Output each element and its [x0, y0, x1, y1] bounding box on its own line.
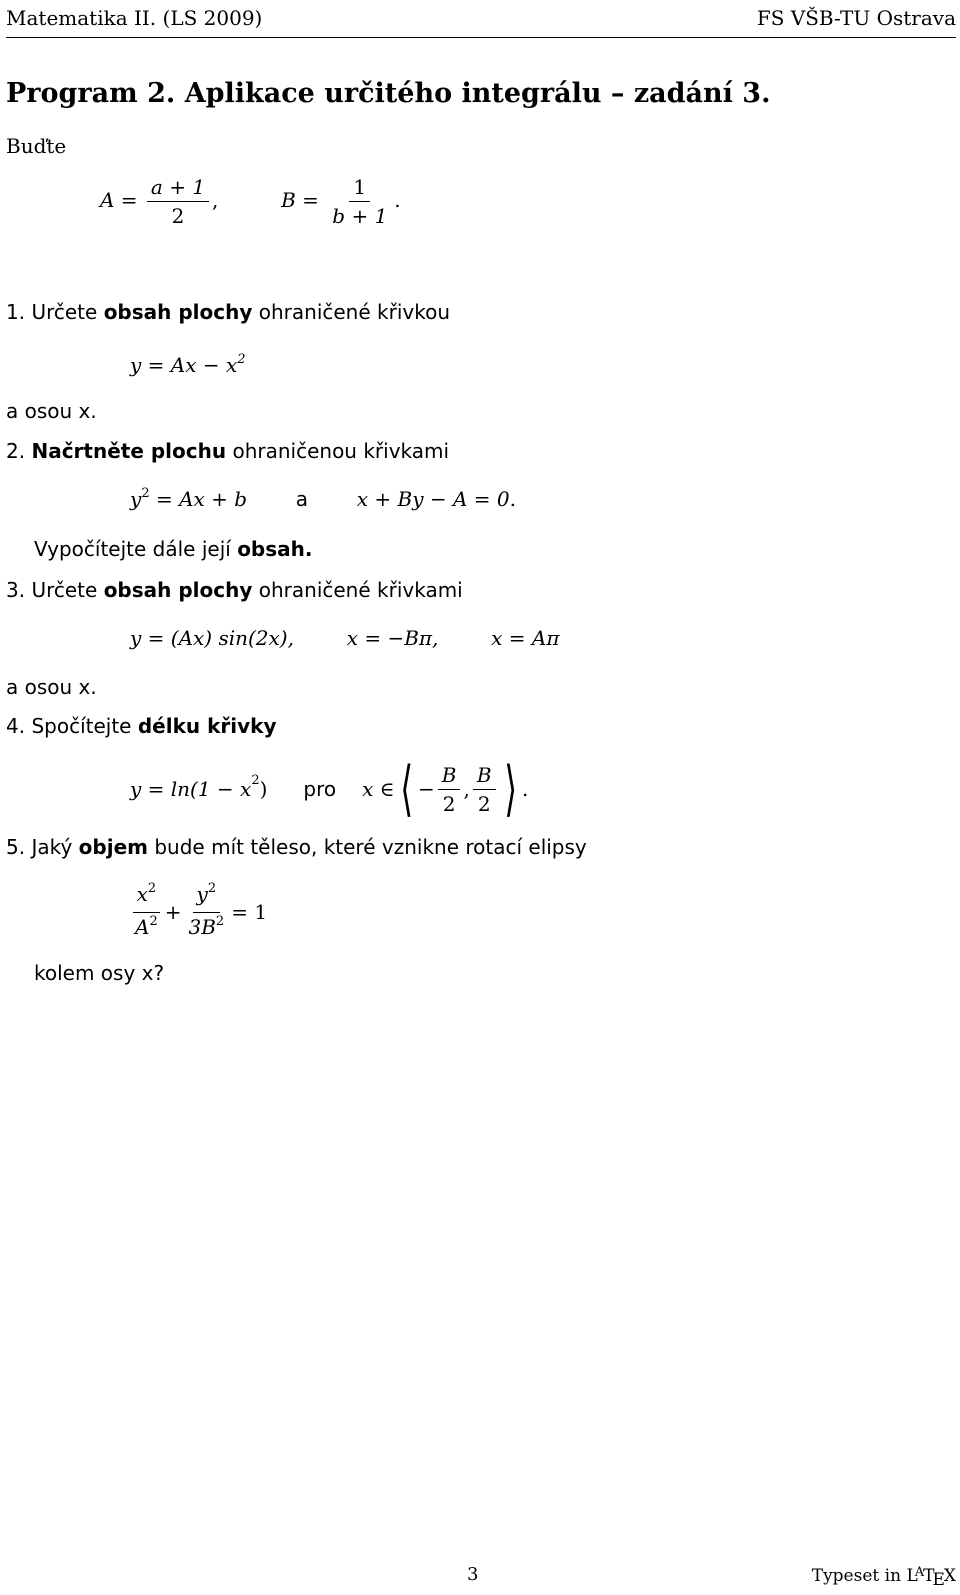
task-5-heading — [6, 835, 587, 859]
task-3-text-before: Určete — [31, 578, 98, 602]
task-3-closing: a osou x. — [6, 675, 97, 699]
task-1-text-before: Určete — [31, 300, 98, 324]
task-3-formula: y = (Ax) sin(2x), x = −Bπ, x = Aπ — [130, 626, 560, 650]
task-5-closing: kolem osy x? — [34, 961, 165, 985]
task-4-text-before: Spočítejte — [31, 714, 132, 738]
typeset-note: Typeset in $L^ATEX$ — [811, 1565, 956, 1590]
header-left: Matematika II. (LS 2009) — [6, 6, 263, 30]
page-number: 3 — [467, 1564, 479, 1585]
left-angle-bracket: ⟨ — [399, 754, 413, 824]
task-1-heading — [6, 300, 450, 324]
task-1-formula: $y = Ax - x^2$ — [130, 352, 246, 377]
def-b-numerator: 1 — [349, 175, 370, 202]
task-4-heading — [6, 714, 276, 738]
task-4-number: 4. — [6, 714, 26, 738]
task-2-formula: $y^2 = Ax + b$ a x + By − A = 0. — [130, 486, 516, 511]
task-2-text-after: ohraničenou křivkami — [232, 439, 450, 463]
task-3-number: 3. — [6, 578, 26, 602]
def-b-fraction — [328, 175, 391, 228]
task-1-closing: a osou x. — [6, 399, 97, 423]
page-title: Program 2. Aplikace určitého integrálu – zadání 3. — [6, 78, 771, 109]
task-3-bold: obsah plochy — [103, 578, 253, 602]
task-3-text-after: ohraničené křivkami — [258, 578, 463, 602]
def-a-label: A = — [100, 188, 138, 212]
task-1-number: 1. — [6, 300, 26, 324]
def-b-label: B = — [281, 188, 319, 212]
task-4-frac-1: $\frac{B}{2}$ — [438, 763, 461, 816]
definitions: A = $\frac{a + 1}{2}$ , B = $\frac{1}{b + 1}$ . — [100, 175, 401, 228]
header-right: FS VŠB-TU Ostrava — [756, 6, 956, 30]
task-3-heading — [6, 578, 463, 602]
def-a-fraction — [147, 175, 209, 228]
task-4-frac-2: $\frac{B}{2}$ — [473, 763, 496, 816]
task-2-closing: Vypočítejte dále její obsah. — [34, 537, 313, 561]
right-angle-bracket: ⟩ — [503, 754, 517, 824]
header-rule — [6, 37, 956, 38]
def-a-numerator: a + 1 — [147, 175, 209, 202]
task-5-frac-2: $\frac{y^2}{3B^2}$ — [188, 880, 225, 939]
task-5-text-before: Jaký — [31, 835, 73, 859]
task-5-number: 5. — [6, 835, 26, 859]
task-4-formula: y = ln(1 − x $^2$ ) pro x ∈ ⟨ − $\frac{B}{2}$ , $\frac{B}{2}$ ⟩ . — [130, 754, 529, 824]
task-5-text-after: bude mít těleso, které vznikne rotací elipsy — [154, 835, 587, 859]
task-4-bold: délku křivky — [137, 714, 277, 738]
def-b-denominator: b + 1 — [332, 204, 388, 228]
task-1-bold: obsah plochy — [103, 300, 253, 324]
task-1-text-after: ohraničené křivkou — [258, 300, 450, 324]
task-5-frac-1: $\frac{x^2}{A^2}$ — [131, 882, 162, 943]
task-2-bold: Načrtněte plochu — [31, 439, 227, 463]
task-5-bold: objem — [78, 835, 148, 859]
def-a-denominator: 2 — [171, 204, 185, 228]
latex-logo: $L^ATEX$ — [906, 1565, 956, 1590]
task-2-heading — [6, 439, 449, 463]
task-2-number: 2. — [6, 439, 26, 463]
task-5-formula: $\frac{x^2}{A^2}$ + $\frac{y^2}{3B^2}$ = 1 — [128, 880, 267, 944]
intro-text: Buďte — [6, 134, 67, 158]
